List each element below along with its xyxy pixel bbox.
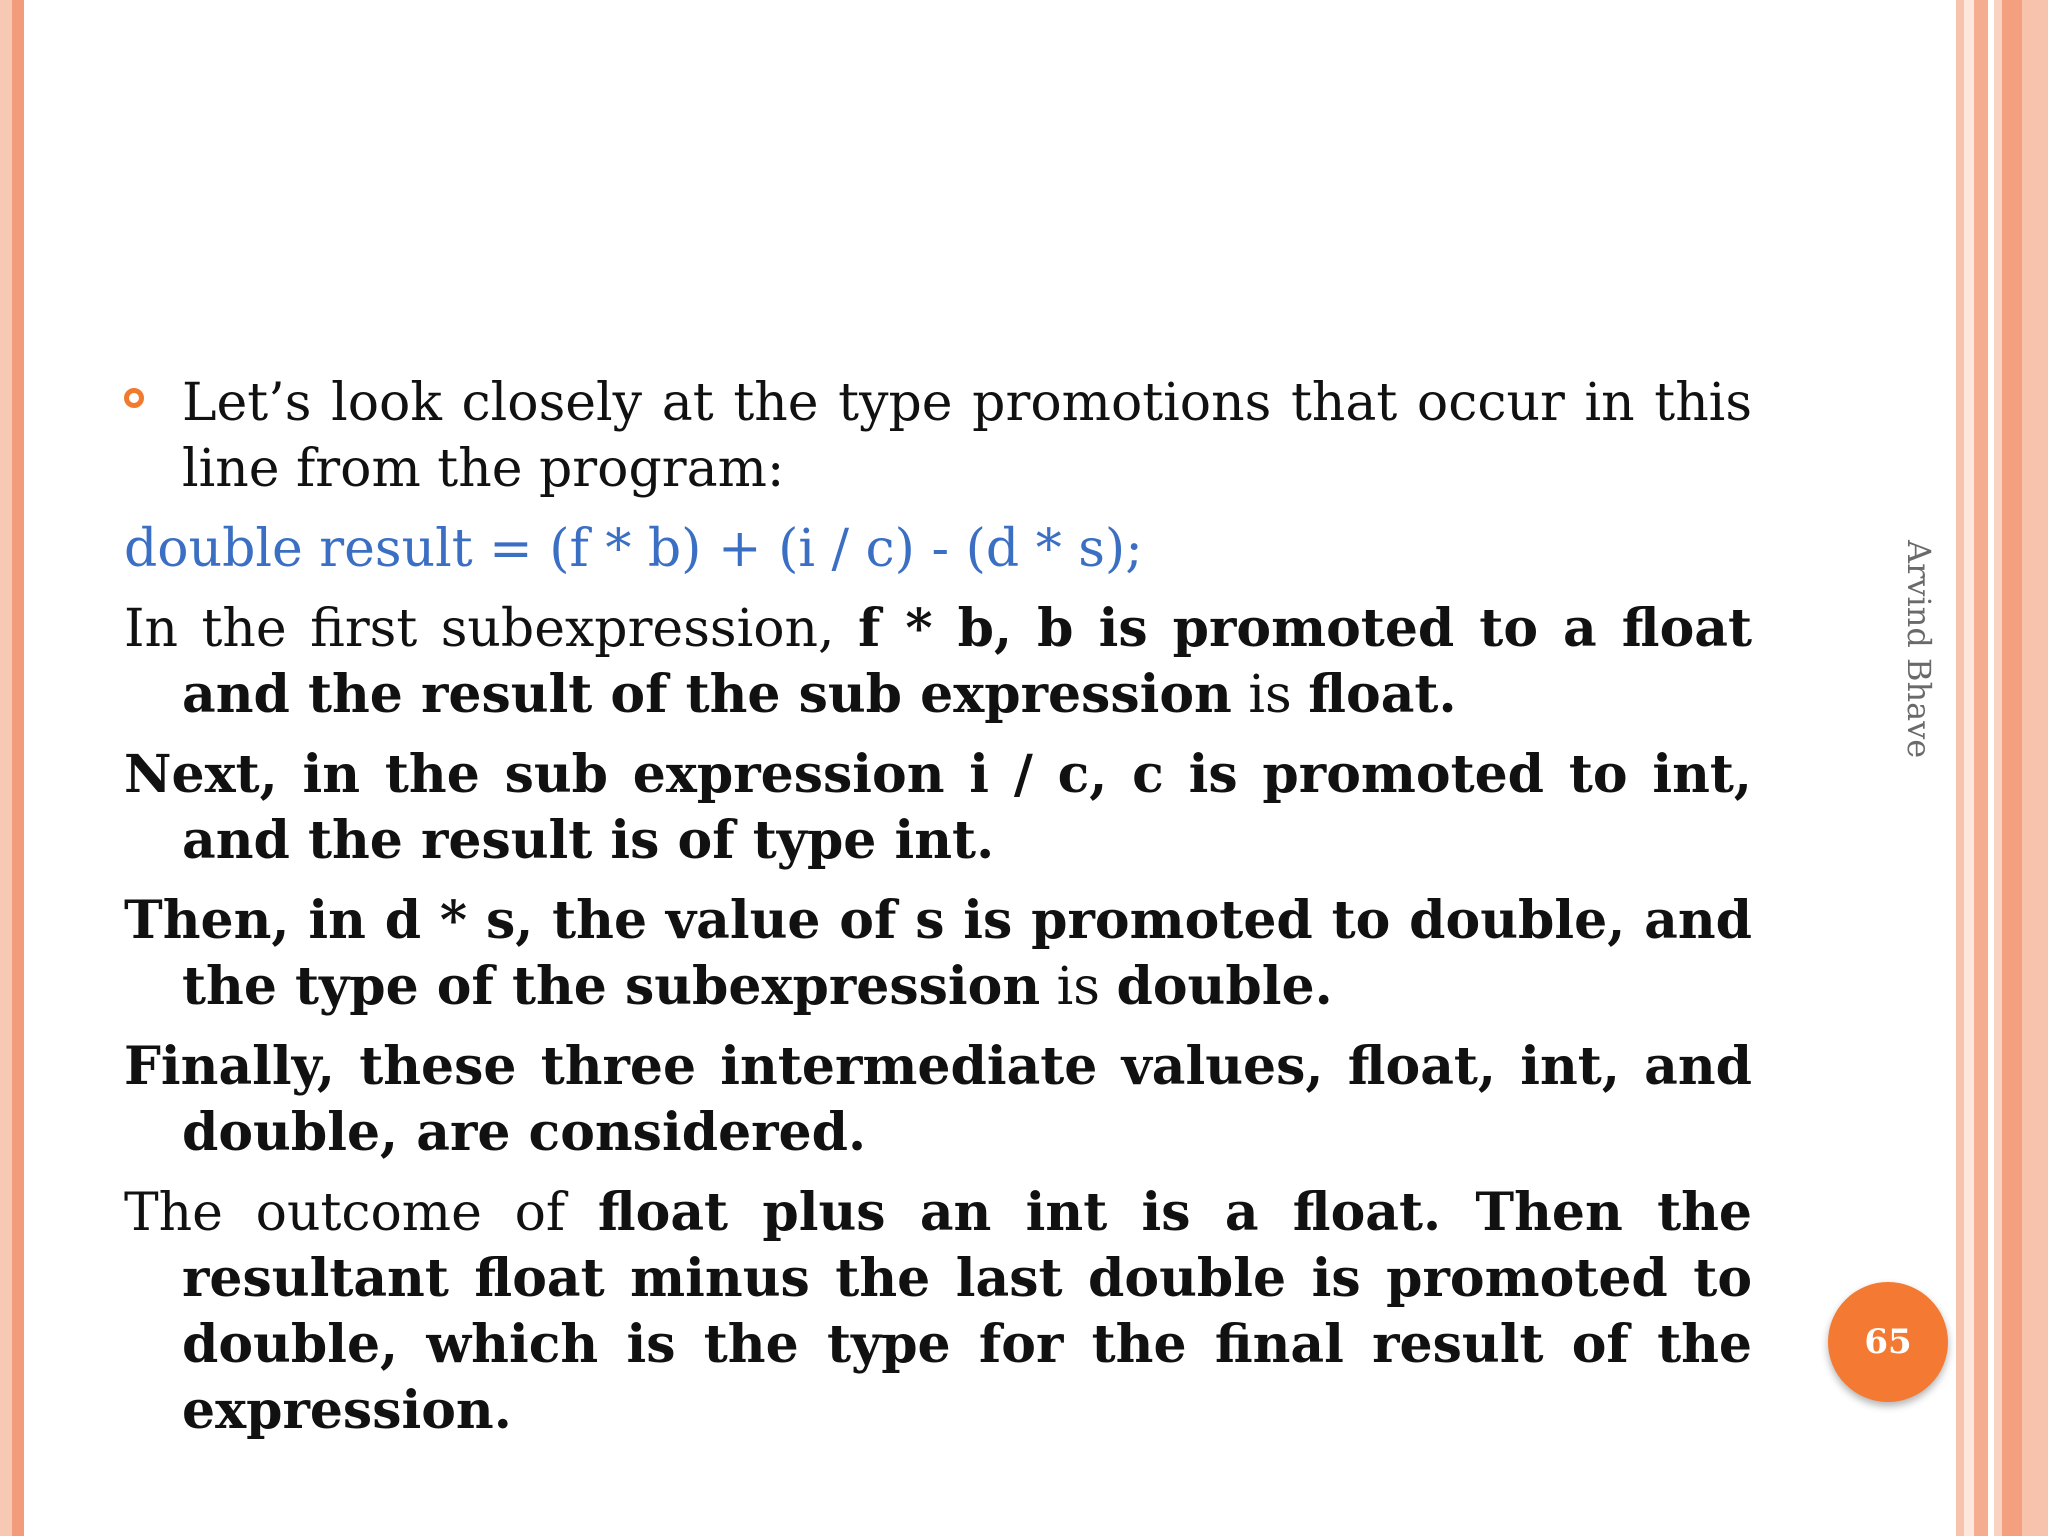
paragraph-outcome bbox=[124, 1180, 1752, 1444]
bullet-text: Let’s look closely at the type promotions that occur in this line from the program: bbox=[182, 373, 1752, 499]
p1-bold-end: float. bbox=[1308, 664, 1457, 725]
p3-bold-end: double. bbox=[1116, 956, 1333, 1017]
right-border bbox=[1956, 0, 2048, 1536]
author-label: Arvind Bhave bbox=[1900, 540, 1938, 759]
paragraph-next: Next, in the sub expression i / c, c is promoted to int, and the result is of type int. bbox=[124, 744, 1752, 871]
paragraph-first-subexpression bbox=[124, 596, 1752, 728]
p3-bold: Then, in d * s, the value of s is promoted to double, and the type of the subexpression bbox=[124, 890, 1752, 1017]
code-line: double result = (f * b) + (i / c) - (d * s); bbox=[124, 519, 1143, 579]
page-number: 65 bbox=[1864, 1322, 1912, 1362]
circle-bullet-icon bbox=[124, 388, 144, 408]
p1-lead: In the first subexpression, bbox=[124, 599, 859, 659]
paragraph-then bbox=[124, 888, 1752, 1020]
p1-mid: is bbox=[1231, 665, 1309, 725]
page-number-badge bbox=[1828, 1282, 1948, 1402]
bullet-paragraph bbox=[124, 370, 1752, 502]
paragraph-finally: Finally, these three intermediate values, float, int, and double, are considered. bbox=[124, 1036, 1752, 1163]
slide-body bbox=[124, 370, 1752, 1458]
p5-lead: The outcome of bbox=[124, 1183, 598, 1243]
p5-bold: float plus an int is a float. Then the resultant float minus the last double is promoted to double, which is the type for the final result of the expression. bbox=[182, 1182, 1752, 1441]
p3-mid: is bbox=[1040, 957, 1117, 1017]
p1-bold: f * b, b is promoted to a float and the result of the sub expression bbox=[182, 598, 1752, 725]
left-border bbox=[0, 0, 24, 1536]
